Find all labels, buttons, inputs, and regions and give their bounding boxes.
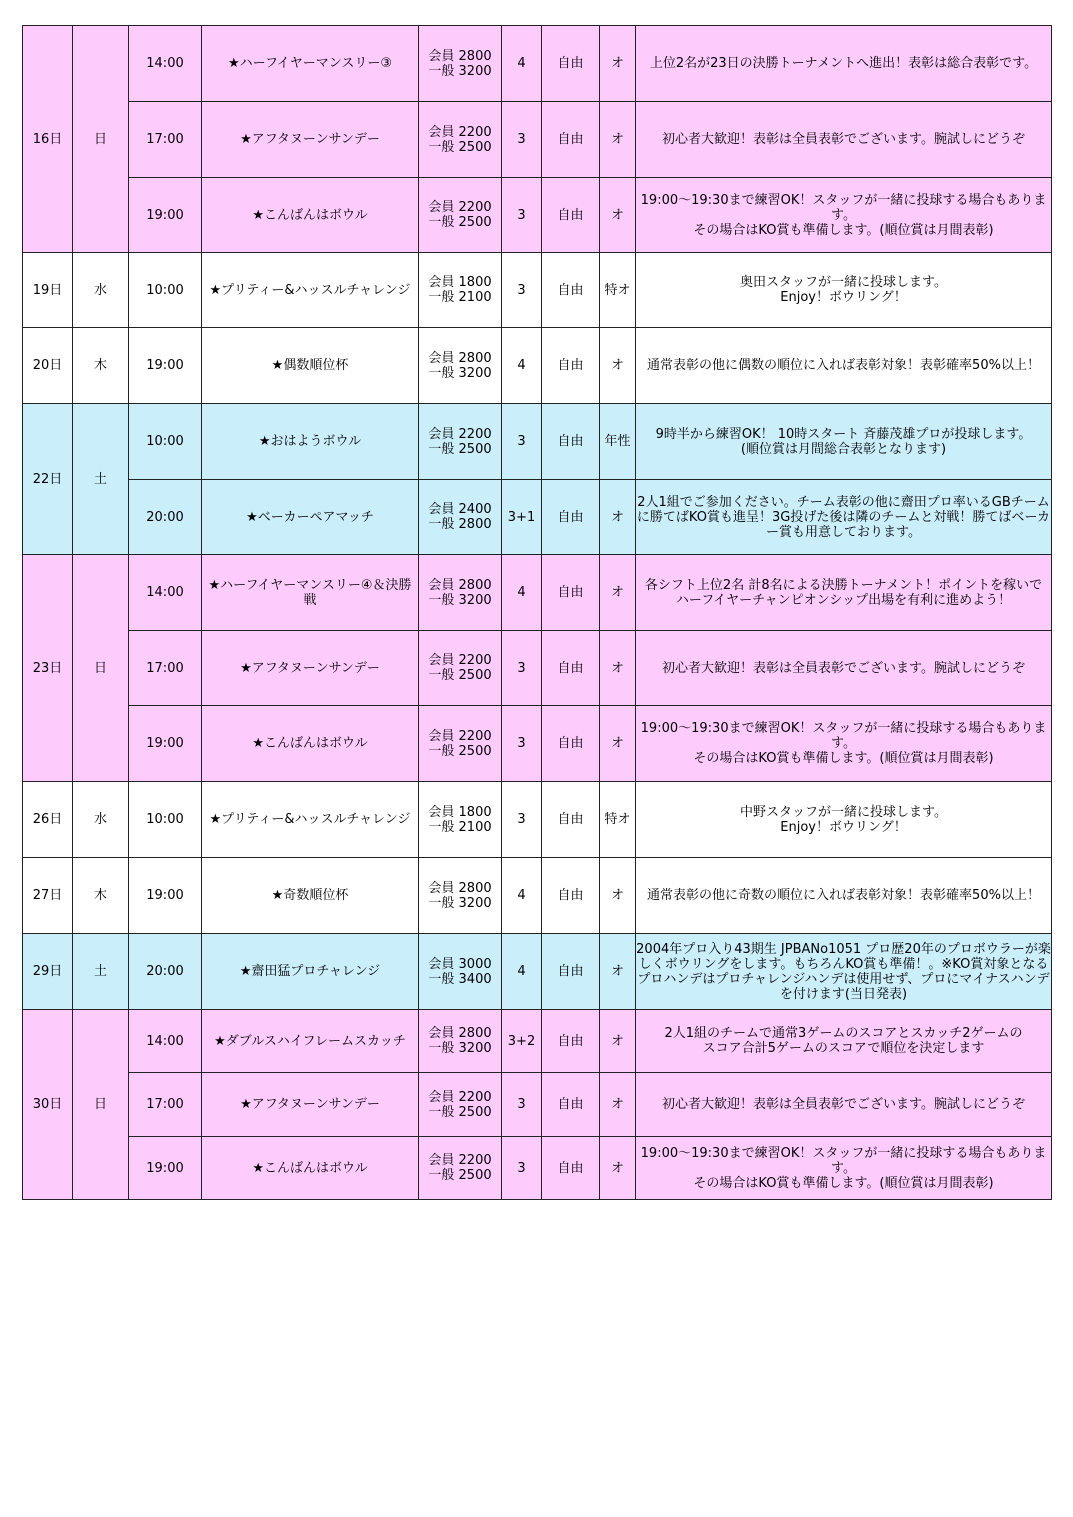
event-games: 3+2 (502, 1010, 542, 1073)
event-name: ★アフタヌーンサンデー (202, 102, 419, 178)
general-price: 一般 2100 (428, 290, 492, 305)
event-time: 10:00 (129, 782, 202, 858)
event-price (419, 631, 502, 706)
general-price: 一般 2500 (428, 441, 492, 457)
event-time: 20:00 (129, 934, 202, 1010)
event-type: 年性 (600, 404, 636, 480)
event-price (419, 26, 502, 102)
day-of-week: 土 (73, 404, 129, 555)
event-time: 17:00 (129, 1073, 202, 1137)
day-date: 27日 (23, 858, 73, 934)
event-row (23, 706, 1052, 782)
general-price: 一般 3400 (428, 971, 492, 987)
day-date: 30日 (23, 1010, 73, 1200)
event-row (23, 934, 1052, 1010)
event-type: 特オ (600, 253, 636, 328)
event-note: 19:00〜19:30まで練習OK！スタッフが一緒に投球する場合もあります。 その場合はKO賞も準備します。(順位賞は月間表彰) (636, 178, 1052, 253)
event-name: ★ハーフイヤーマンスリー③ (202, 26, 419, 102)
event-note: 各シフト上位2名 計8名による決勝トーナメント！ポイントを稼いで ハーフイヤーチャンピオンシップ出場を有利に進めよう！ (636, 555, 1052, 631)
member-price: 会員 2400 (428, 502, 492, 517)
event-type: オ (600, 555, 636, 631)
day-of-week: 木 (73, 328, 129, 404)
member-price: 会員 2200 (428, 1153, 492, 1168)
day-date: 20日 (23, 328, 73, 404)
event-games: 4 (502, 328, 542, 404)
event-games: 3 (502, 1137, 542, 1200)
general-price: 一般 2500 (428, 1168, 492, 1183)
day-of-week: 水 (73, 782, 129, 858)
event-lane: 自由 (542, 934, 600, 1010)
event-time: 17:00 (129, 631, 202, 706)
event-price (419, 102, 502, 178)
event-name: ★アフタヌーンサンデー (202, 1073, 419, 1137)
event-lane: 自由 (542, 480, 600, 555)
event-name: ★ハーフイヤーマンスリー④＆決勝戦 (202, 555, 419, 631)
event-time: 19:00 (129, 706, 202, 782)
event-lane: 自由 (542, 782, 600, 858)
day-of-week: 水 (73, 253, 129, 328)
day-of-week: 木 (73, 858, 129, 934)
event-note: 19:00〜19:30まで練習OK！スタッフが一緒に投球する場合もあります。 その場合はKO賞も準備します。(順位賞は月間表彰) (636, 706, 1052, 782)
event-lane: 自由 (542, 178, 600, 253)
event-name: ★こんばんはボウル (202, 178, 419, 253)
event-time: 19:00 (129, 178, 202, 253)
event-games: 3 (502, 631, 542, 706)
event-type: オ (600, 1137, 636, 1200)
member-price: 会員 2800 (428, 350, 492, 366)
event-type: オ (600, 858, 636, 934)
event-type: オ (600, 706, 636, 782)
event-name: ★おはようボウル (202, 404, 419, 480)
event-price (419, 253, 502, 328)
event-time: 17:00 (129, 102, 202, 178)
event-row (23, 404, 1052, 480)
event-type: オ (600, 26, 636, 102)
event-lane: 自由 (542, 555, 600, 631)
member-price: 会員 2200 (428, 728, 492, 744)
event-price (419, 706, 502, 782)
schedule-body (23, 26, 1052, 1200)
event-row (23, 480, 1052, 555)
day-date: 22日 (23, 404, 73, 555)
event-lane: 自由 (542, 706, 600, 782)
event-price (419, 1137, 502, 1200)
event-type: 特オ (600, 782, 636, 858)
event-time: 19:00 (129, 1137, 202, 1200)
member-price: 会員 2200 (428, 200, 492, 215)
event-note: 通常表彰の他に奇数の順位に入れば表彰対象！表彰確率50%以上！ (636, 858, 1052, 934)
event-games: 3 (502, 782, 542, 858)
event-lane: 自由 (542, 102, 600, 178)
event-price (419, 1073, 502, 1137)
event-price (419, 404, 502, 480)
event-name: ★こんばんはボウル (202, 706, 419, 782)
day-date: 23日 (23, 555, 73, 782)
event-type: オ (600, 934, 636, 1010)
event-time: 20:00 (129, 480, 202, 555)
event-price (419, 934, 502, 1010)
member-price: 会員 2200 (428, 653, 492, 668)
general-price: 一般 2500 (428, 139, 492, 155)
event-games: 4 (502, 934, 542, 1010)
event-type: オ (600, 480, 636, 555)
event-row (23, 26, 1052, 102)
general-price: 一般 3200 (428, 63, 492, 79)
day-date: 16日 (23, 26, 73, 253)
general-price: 一般 2500 (428, 668, 492, 683)
event-lane: 自由 (542, 631, 600, 706)
event-note: 初心者大歓迎！表彰は全員表彰でございます。腕試しにどうぞ (636, 1073, 1052, 1137)
event-note: 19:00〜19:30まで練習OK！スタッフが一緒に投球する場合もあります。 その場合はKO賞も準備します。(順位賞は月間表彰) (636, 1137, 1052, 1200)
event-note: 初心者大歓迎！表彰は全員表彰でございます。腕試しにどうぞ (636, 102, 1052, 178)
event-note: 2004年プロ入り43期生 JPBANo1051 プロ歴20年のプロボウラーが楽しくボウリングをします。もちろんKO賞も準備！。※KO賞対象となるプロハンデはプロチャレンジハンデは使用せず、プロにマイナスハンデを付けます(当日発表) (636, 934, 1052, 1010)
event-note: 通常表彰の他に偶数の順位に入れば表彰対象！表彰確率50%以上！ (636, 328, 1052, 404)
event-lane: 自由 (542, 1010, 600, 1073)
event-games: 3 (502, 1073, 542, 1137)
event-note: 2人1組でご参加ください。チーム表彰の他に齋田プロ率いるGBチームに勝てばKO賞も進呈！3G投げた後は隣のチームと対戦！勝てばベーカー賞も用意しております。 (636, 480, 1052, 555)
event-row (23, 178, 1052, 253)
event-name: ★齋田猛プロチャレンジ (202, 934, 419, 1010)
event-type: オ (600, 631, 636, 706)
event-games: 3 (502, 706, 542, 782)
event-games: 4 (502, 555, 542, 631)
event-games: 4 (502, 858, 542, 934)
general-price: 一般 2100 (428, 819, 492, 835)
event-price (419, 555, 502, 631)
member-price: 会員 2800 (428, 577, 492, 593)
event-note: 9時半から練習OK！ 10時スタート 斉藤茂雄プロが投球します。 (順位賞は月間総合表彰となります) (636, 404, 1052, 480)
event-time: 14:00 (129, 1010, 202, 1073)
general-price: 一般 2500 (428, 215, 492, 230)
event-games: 3 (502, 253, 542, 328)
general-price: 一般 3200 (428, 365, 492, 381)
event-note: 中野スタッフが一緒に投球します。 Enjoy！ボウリング！ (636, 782, 1052, 858)
member-price: 会員 2800 (428, 880, 492, 896)
member-price: 会員 2800 (428, 1026, 492, 1041)
general-price: 一般 2500 (428, 1104, 492, 1120)
event-time: 14:00 (129, 555, 202, 631)
event-name: ★偶数順位杯 (202, 328, 419, 404)
general-price: 一般 2800 (428, 517, 492, 532)
event-price (419, 328, 502, 404)
event-row (23, 102, 1052, 178)
day-of-week: 日 (73, 555, 129, 782)
event-price (419, 1010, 502, 1073)
event-name: ★奇数順位杯 (202, 858, 419, 934)
event-price (419, 480, 502, 555)
event-row (23, 555, 1052, 631)
event-row (23, 1137, 1052, 1200)
event-name: ★アフタヌーンサンデー (202, 631, 419, 706)
event-row (23, 1073, 1052, 1137)
event-row (23, 782, 1052, 858)
event-price (419, 782, 502, 858)
event-type: オ (600, 1010, 636, 1073)
general-price: 一般 3200 (428, 895, 492, 911)
member-price: 会員 2200 (428, 124, 492, 140)
event-games: 4 (502, 26, 542, 102)
event-price (419, 858, 502, 934)
day-date: 19日 (23, 253, 73, 328)
event-time: 19:00 (129, 328, 202, 404)
event-games: 3+1 (502, 480, 542, 555)
event-lane: 自由 (542, 1073, 600, 1137)
event-name: ★ダブルスハイフレームスカッチ (202, 1010, 419, 1073)
event-row (23, 858, 1052, 934)
event-lane: 自由 (542, 404, 600, 480)
member-price: 会員 2200 (428, 426, 492, 442)
member-price: 会員 1800 (428, 275, 492, 290)
event-price (419, 178, 502, 253)
day-date: 29日 (23, 934, 73, 1010)
event-row (23, 253, 1052, 328)
event-type: オ (600, 1073, 636, 1137)
event-row (23, 328, 1052, 404)
event-lane: 自由 (542, 328, 600, 404)
event-note: 奥田スタッフが一緒に投球します。 Enjoy！ボウリング！ (636, 253, 1052, 328)
event-type: オ (600, 102, 636, 178)
event-row (23, 1010, 1052, 1073)
event-lane: 自由 (542, 253, 600, 328)
event-time: 10:00 (129, 253, 202, 328)
event-games: 3 (502, 102, 542, 178)
general-price: 一般 2500 (428, 743, 492, 759)
event-lane: 自由 (542, 1137, 600, 1200)
event-lane: 自由 (542, 26, 600, 102)
event-note: 初心者大歓迎！表彰は全員表彰でございます。腕試しにどうぞ (636, 631, 1052, 706)
day-of-week: 土 (73, 934, 129, 1010)
event-name: ★プリティー&ハッスルチャレンジ (202, 782, 419, 858)
day-date: 26日 (23, 782, 73, 858)
general-price: 一般 3200 (428, 592, 492, 608)
general-price: 一般 3200 (428, 1041, 492, 1056)
event-games: 3 (502, 404, 542, 480)
event-games: 3 (502, 178, 542, 253)
event-name: ★プリティー&ハッスルチャレンジ (202, 253, 419, 328)
event-row (23, 631, 1052, 706)
event-type: オ (600, 328, 636, 404)
day-of-week: 日 (73, 26, 129, 253)
event-lane: 自由 (542, 858, 600, 934)
tournament-schedule-table (22, 25, 1052, 1200)
event-name: ★ベーカーペアマッチ (202, 480, 419, 555)
member-price: 会員 2800 (428, 48, 492, 64)
member-price: 会員 3000 (428, 956, 492, 972)
member-price: 会員 2200 (428, 1089, 492, 1105)
event-time: 14:00 (129, 26, 202, 102)
event-note: 上位2名が23日の決勝トーナメントへ進出！表彰は総合表彰です。 (636, 26, 1052, 102)
member-price: 会員 1800 (428, 804, 492, 820)
event-name: ★こんばんはボウル (202, 1137, 419, 1200)
event-time: 19:00 (129, 858, 202, 934)
day-of-week: 日 (73, 1010, 129, 1200)
event-type: オ (600, 178, 636, 253)
event-note: 2人1組のチームで通常3ゲームのスコアとスカッチ2ゲームの スコア合計5ゲームのスコアで順位を決定します (636, 1010, 1052, 1073)
event-time: 10:00 (129, 404, 202, 480)
